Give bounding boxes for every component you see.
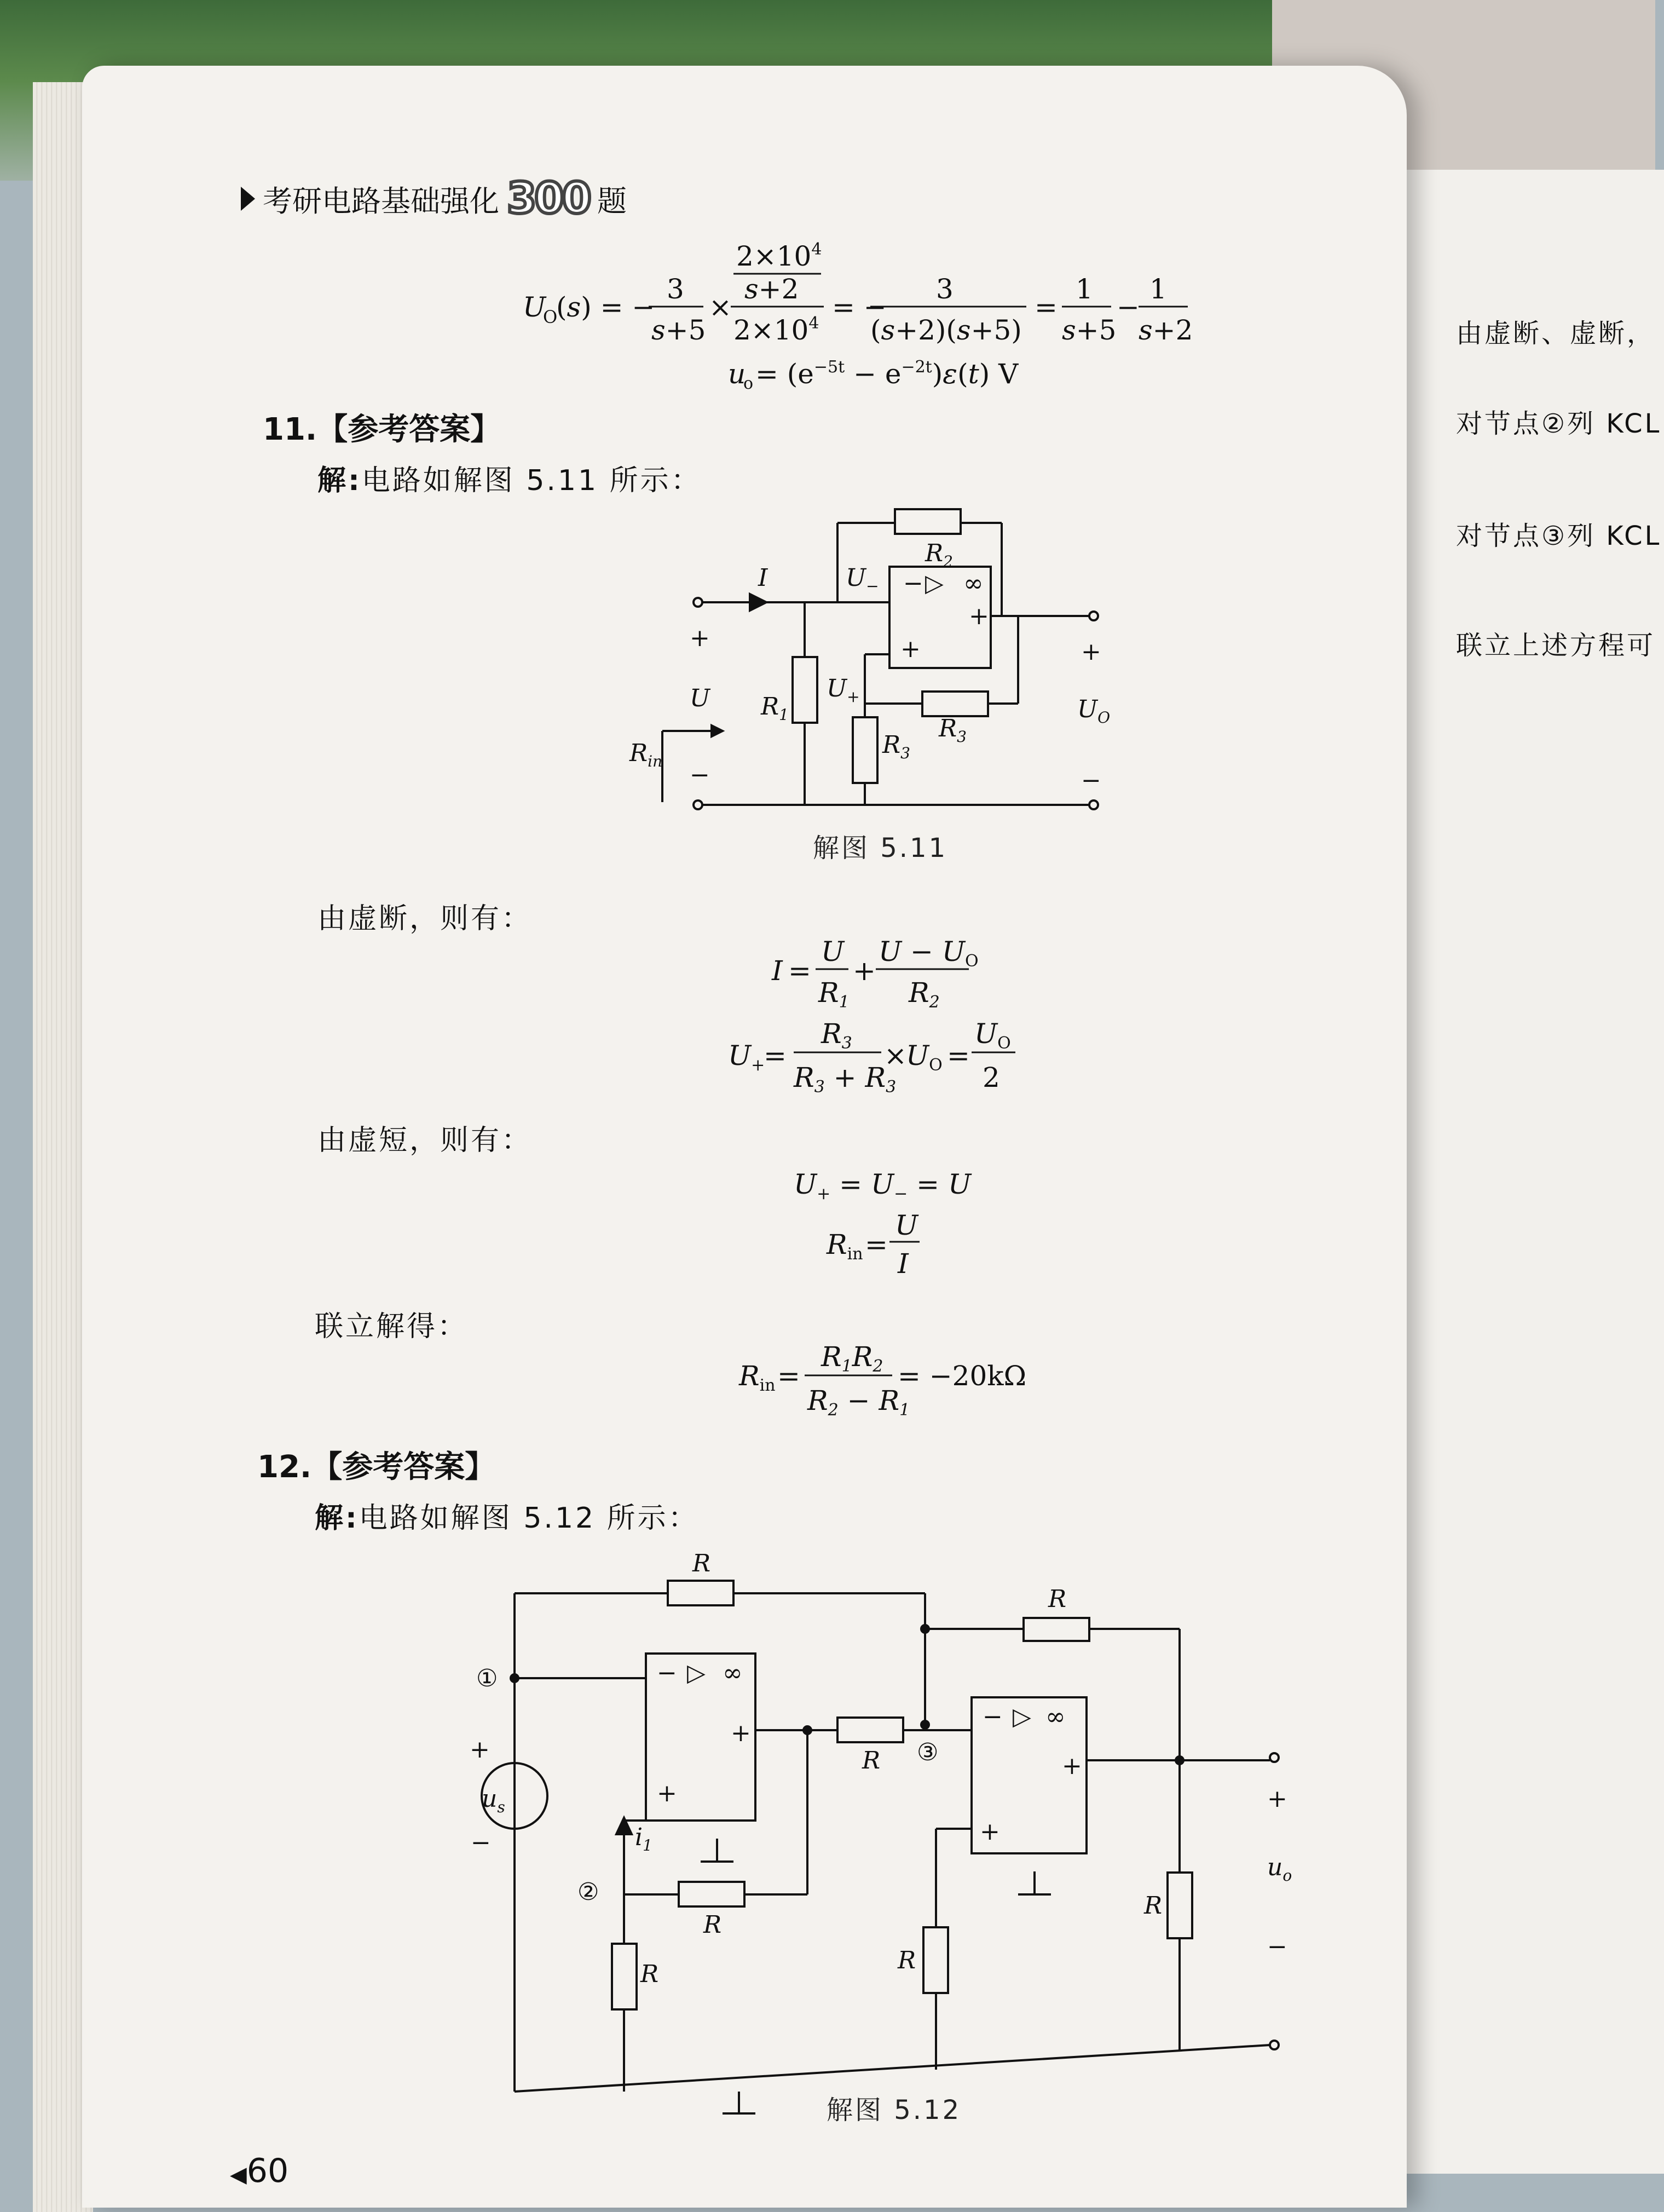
svg-text:2×104: $2\times 10^4$ xyxy=(736,240,822,272)
resistor-r-feedback xyxy=(1024,1618,1089,1641)
svg-text:UO: $U_O$ xyxy=(974,1018,1011,1053)
svg-text:R2 − R1: $R_2 - R_1$ xyxy=(807,1385,910,1420)
svg-text:+: + xyxy=(731,1719,751,1747)
svg-text:R: R xyxy=(703,1911,722,1939)
right-page-line3: 对节点③列 KCL xyxy=(1456,521,1662,551)
svg-text:③: ③ xyxy=(917,1738,939,1766)
svg-text:−: − xyxy=(1081,767,1101,794)
svg-text:Rin: $R_{in}$ xyxy=(827,1229,863,1264)
resistor-r2 xyxy=(895,509,961,534)
q11-solution-label: 解: xyxy=(317,464,362,497)
svg-text:▷: ▷ xyxy=(925,569,944,597)
svg-text:Rin: $R_{in}$ xyxy=(629,739,663,770)
svg-text:①: ① xyxy=(476,1664,498,1692)
svg-text:O: O xyxy=(543,307,558,327)
book-header xyxy=(241,174,627,223)
svg-text:= (e−5t − e−2t)ε(t) V: = $(e^{-5t} - e^{-2t})\varepsilon(t)$ V xyxy=(755,358,1019,390)
svg-text:U − UO: $U - U_O$ xyxy=(879,936,979,971)
svg-text:−: − xyxy=(903,569,923,597)
q11-heading xyxy=(263,405,501,449)
q11-intro-text: 电路如解图 5.11 所示： xyxy=(361,464,702,497)
q11-combine: 联立解得： xyxy=(315,1310,469,1343)
svg-text:U+: $U_+$ xyxy=(728,1040,765,1075)
figure-caption-5-12: 解图 5.12 xyxy=(827,2095,962,2125)
resistor-r-bottom xyxy=(612,1944,637,2009)
q11-equations-short xyxy=(788,1155,972,1287)
figure-caption-5-11: 解图 5.11 xyxy=(813,833,948,863)
header-suffix: 题 xyxy=(597,183,627,218)
svg-text:=: = xyxy=(764,1040,787,1072)
svg-text:2×104: $2\times 10^4$ xyxy=(733,314,819,346)
q11-equations-open xyxy=(712,925,1040,1106)
svg-text:∞: ∞ xyxy=(963,569,984,597)
svg-text:+: + xyxy=(969,602,989,630)
svg-text:+: + xyxy=(853,955,876,987)
svg-text:R: R xyxy=(1048,1585,1067,1613)
svg-text:I: I xyxy=(772,955,783,987)
svg-text:+: + xyxy=(1081,638,1101,666)
svg-text:R: R xyxy=(1144,1892,1163,1920)
svg-text:U+ = U− = U: $U_+ = U_- = U$ xyxy=(794,1168,972,1203)
svg-text:u: u xyxy=(728,358,746,390)
svg-text:R: R xyxy=(862,1747,881,1775)
header-300: 300 xyxy=(507,174,590,223)
svg-text:R: R xyxy=(898,1946,916,1974)
svg-text:R3: $R_3$ xyxy=(882,731,910,762)
q11-virtual-open: 由虚断，则有： xyxy=(317,902,533,935)
svg-text:▷: ▷ xyxy=(687,1659,706,1687)
svg-text:3: 3 xyxy=(936,273,954,305)
svg-text:s+2: s+2 xyxy=(744,273,799,305)
svg-text:×: × xyxy=(709,291,732,323)
svg-text:(s) = −: (s) = − xyxy=(556,291,655,323)
svg-text:+: + xyxy=(690,624,710,652)
svg-text:+: + xyxy=(1267,1785,1287,1813)
svg-text:②: ② xyxy=(577,1878,599,1906)
svg-text:= −20kΩ: = −20kΩ xyxy=(898,1360,1027,1392)
svg-text:R1: $R_1$ xyxy=(761,693,789,724)
svg-text:3: 3 xyxy=(667,273,684,305)
svg-text:+: + xyxy=(980,1818,1000,1846)
svg-text:+: + xyxy=(900,635,921,663)
svg-text:+: + xyxy=(657,1779,677,1807)
q11-intro xyxy=(317,457,702,498)
svg-text:i1: $i_1$ xyxy=(635,1823,652,1854)
svg-text:−: − xyxy=(1117,291,1140,323)
current-arrow-icon xyxy=(750,594,766,610)
svg-text:U−: $U_-$ xyxy=(846,564,879,595)
svg-text:1: 1 xyxy=(1076,273,1093,305)
svg-text:U: U xyxy=(821,936,845,967)
rin-arrow-icon xyxy=(712,725,723,736)
svg-text:−: − xyxy=(1267,1933,1287,1961)
svg-text:=: = xyxy=(788,955,811,987)
svg-text:R: R xyxy=(692,1549,711,1577)
top-equations xyxy=(515,230,1226,405)
svg-text:I: I xyxy=(758,564,768,592)
svg-text:Rin: $R_{in}$ xyxy=(739,1360,776,1395)
svg-text:U: U xyxy=(690,684,710,712)
svg-text:R1: $R_1$ xyxy=(818,977,850,1012)
svg-text:s+2: s+2 xyxy=(1139,314,1193,346)
page-arrow-icon: ◀ xyxy=(230,2162,247,2187)
right-page-line4: 联立上述方程可 xyxy=(1456,630,1656,661)
svg-text:=: = xyxy=(947,1040,970,1072)
svg-text:R2: $R_2$ xyxy=(925,539,953,571)
resistor-r-load xyxy=(1168,1873,1192,1938)
resistor-r-mid xyxy=(679,1882,744,1906)
circuit-diagram-5-12 xyxy=(432,1544,1297,2081)
svg-text:UO: $U_O$ xyxy=(906,1040,943,1075)
svg-text:2: 2 xyxy=(983,1062,1000,1093)
q12-heading xyxy=(257,1443,495,1487)
resistor-r-ground xyxy=(923,1927,948,1993)
svg-text:∞: ∞ xyxy=(723,1659,743,1687)
svg-text:=: = xyxy=(1035,291,1058,323)
resistor-r1 xyxy=(793,657,817,723)
svg-text:uo: $u_o$ xyxy=(1267,1853,1292,1885)
q11-number: 11. xyxy=(263,412,317,447)
page-number-value: 60 xyxy=(246,2152,289,2190)
svg-text:U: U xyxy=(523,291,546,323)
right-page-line1: 由虚断、虚断， xyxy=(1456,318,1656,349)
svg-text:UO: $U_O$ xyxy=(1077,695,1111,727)
svg-text:+: + xyxy=(470,1736,490,1764)
svg-text:us: $u_s$ xyxy=(482,1785,505,1816)
svg-text:▷: ▷ xyxy=(1013,1703,1031,1731)
svg-text:R3 + R3: $R_3 + R_3$ xyxy=(794,1062,897,1097)
q11-result-equation xyxy=(728,1336,1035,1429)
svg-text:R3: $R_3$ xyxy=(939,715,967,746)
svg-text:U+: $U_+$ xyxy=(827,675,860,706)
svg-text:R1R2: $R_1R_2$ xyxy=(821,1341,883,1376)
svg-text:=: = xyxy=(777,1360,800,1392)
right-page-line2: 对节点②列 KCL xyxy=(1456,408,1662,439)
svg-text:R3: $R_3$ xyxy=(821,1018,852,1053)
resistor-r-top xyxy=(668,1581,733,1605)
svg-text:o: o xyxy=(743,374,754,393)
svg-text:−: − xyxy=(471,1829,491,1857)
svg-text:R: R xyxy=(640,1960,659,1988)
svg-text:1: 1 xyxy=(1149,273,1167,305)
svg-text:−: − xyxy=(983,1703,1003,1731)
svg-text:−: − xyxy=(690,761,710,789)
q12-solution-label: 解: xyxy=(315,1502,359,1535)
svg-text:−: − xyxy=(657,1659,677,1687)
svg-text:×: × xyxy=(884,1040,907,1072)
resistor-r-series xyxy=(837,1718,903,1742)
header-title: 考研电路基础强化 xyxy=(263,183,499,218)
header-arrow-icon xyxy=(241,187,255,211)
q11-answer-label: 【参考答案】 xyxy=(317,412,501,447)
q12-intro-text: 电路如解图 5.12 所示： xyxy=(359,1502,699,1535)
svg-text:(s+2)(s+5): (s+2)(s+5) xyxy=(870,314,1022,346)
svg-text:s+5: s+5 xyxy=(1062,314,1117,346)
svg-text:= −: = − xyxy=(832,291,887,323)
svg-text:s+5: s+5 xyxy=(651,314,706,346)
page-number xyxy=(230,2152,288,2190)
q12-answer-label: 【参考答案】 xyxy=(311,1449,496,1485)
q12-intro xyxy=(315,1495,699,1536)
svg-text:U: U xyxy=(895,1209,918,1241)
svg-text:∞: ∞ xyxy=(1045,1703,1066,1731)
svg-text:R2: $R_2$ xyxy=(909,977,940,1012)
resistor-r3-ground xyxy=(853,717,877,783)
circuit-diagram-5-11 xyxy=(619,493,1139,821)
resistor-r3-feedback xyxy=(922,692,988,716)
svg-text:=: = xyxy=(865,1229,888,1260)
svg-text:+: + xyxy=(1062,1752,1082,1780)
q11-virtual-short: 由虚短，则有： xyxy=(317,1124,533,1157)
svg-text:I: I xyxy=(898,1248,909,1280)
q12-number: 12. xyxy=(257,1449,312,1485)
